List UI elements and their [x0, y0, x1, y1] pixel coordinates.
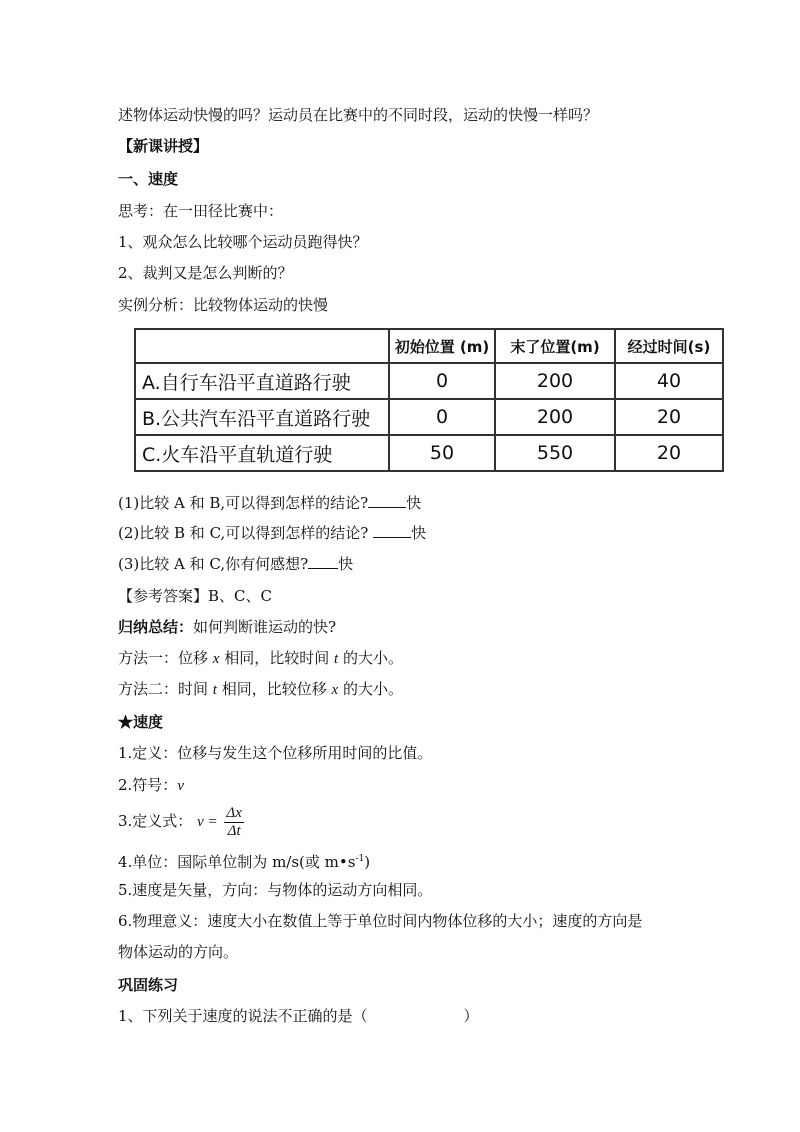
new-lesson-header: 【新课讲授】: [118, 137, 209, 155]
formula-numerator: Δx: [226, 804, 242, 821]
variable-t: t: [334, 651, 339, 667]
compare-question-1-suffix: 快: [406, 494, 422, 512]
formula-denominator: Δt: [227, 822, 241, 839]
row-label: A.自行车沿平直道路行驶: [135, 363, 389, 399]
row-label: C.火车沿平直轨道行驶: [135, 435, 389, 471]
end-position: 200: [495, 399, 615, 435]
variable-t: t: [212, 682, 217, 698]
compare-question-1-text: (1)比较 A 和 B,可以得到怎样的结论?: [118, 494, 369, 512]
compare-question-2-suffix: 快: [411, 524, 427, 542]
intro-line: 述物体运动快慢的吗？运动员在比赛中的不同时段，运动的快慢一样吗？: [118, 106, 599, 124]
definition-3: [118, 803, 244, 840]
table-row: [135, 363, 723, 399]
start-position: 0: [389, 399, 495, 435]
definition-5: 5.速度是矢量，方向：与物体的运动方向相同。: [118, 881, 433, 899]
elapsed-time: 20: [615, 399, 723, 435]
compare-question-1: [118, 493, 421, 513]
method-2-part: 方法二：时间: [118, 680, 213, 698]
compare-question-2-text: (2)比较 B 和 C,可以得到怎样的结论?: [118, 524, 374, 542]
definition-2: [118, 775, 184, 796]
definition-4: [118, 849, 370, 872]
method-2: [118, 679, 403, 700]
end-position: 200: [495, 363, 615, 399]
end-position: 550: [495, 435, 615, 471]
practice-title: 巩固练习: [118, 976, 179, 994]
start-position: 0: [389, 363, 495, 399]
motion-comparison-table: [134, 328, 724, 472]
definition-6-line-1: 6.物理意义：速度大小在数值上等于单位时间内物体位移的大小；速度的方向是: [118, 912, 643, 930]
answer-blank-3[interactable]: [308, 554, 338, 569]
question-1: 1、观众怎么比较哪个运动员跑得快？: [118, 233, 368, 251]
elapsed-time: 20: [615, 435, 723, 471]
reference-answer: 【参考答案】B、C、C: [118, 587, 272, 605]
definition-1: 1.定义：位移与发生这个位移所用时间的比值。: [118, 744, 433, 762]
elapsed-time: 40: [615, 363, 723, 399]
method-1-part: 相同，比较时间: [219, 649, 334, 667]
speed-symbol: v: [177, 778, 184, 794]
method-2-part: 相同，比较位移: [216, 680, 332, 698]
exercise-1: [118, 1006, 479, 1026]
example-analysis: 实例分析：比较物体运动的快慢: [118, 296, 329, 314]
definition-4-close: ): [364, 853, 371, 871]
definition-3-label: 3.定义式：: [118, 812, 193, 830]
question-2: 2、裁判又是怎么判断的？: [118, 264, 293, 282]
table-header-cell: 经过时间(s): [615, 329, 723, 363]
table-header-cell: [135, 329, 389, 363]
variable-x: x: [212, 651, 220, 667]
method-1-part: 方法一：位移: [118, 649, 213, 667]
unit-exponent: -1: [355, 854, 365, 864]
definition-4-text: 4.单位：国际单位制为 m/s(或 m•s: [118, 853, 356, 871]
compare-question-2: [118, 523, 426, 543]
exercise-1-text: 1、下列关于速度的说法不正确的是（: [118, 1007, 368, 1025]
table-row: [135, 435, 723, 471]
start-position: 50: [389, 435, 495, 471]
speed-formula-fraction: [224, 805, 243, 840]
variable-x: x: [331, 682, 339, 698]
table-header-cell: 末了位置(m): [495, 329, 615, 363]
method-2-part: 的大小。: [338, 680, 403, 698]
section-title: 一、速度: [118, 170, 179, 188]
table-header-cell: 初始位置 (m): [389, 329, 495, 363]
answer-blank-2[interactable]: [373, 523, 411, 538]
compare-question-3-text: (3)比较 A 和 C,你有何感想?: [118, 555, 309, 573]
method-1: [118, 648, 403, 669]
speed-title: ★速度: [118, 713, 164, 731]
answer-blank-1[interactable]: [368, 493, 406, 508]
exercise-1-close: ）: [463, 1007, 479, 1025]
summary-text: 如何判断谁运动的快?: [193, 618, 337, 636]
summary-line: [118, 617, 336, 637]
table-row: [135, 399, 723, 435]
summary-label: 归纳总结：: [118, 618, 194, 636]
row-label: B.公共汽车沿平直道路行驶: [135, 399, 389, 435]
thinking-prompt: 思考：在一田径比赛中：: [118, 202, 284, 220]
compare-question-3-suffix: 快: [338, 555, 354, 573]
definition-2-label: 2.符号：: [118, 776, 178, 794]
compare-question-3: [118, 554, 353, 574]
definition-6-line-2: 物体运动的方向。: [118, 943, 239, 961]
formula-lhs: v =: [197, 814, 218, 830]
table-header-row: [135, 329, 723, 363]
method-1-part: 的大小。: [338, 649, 403, 667]
